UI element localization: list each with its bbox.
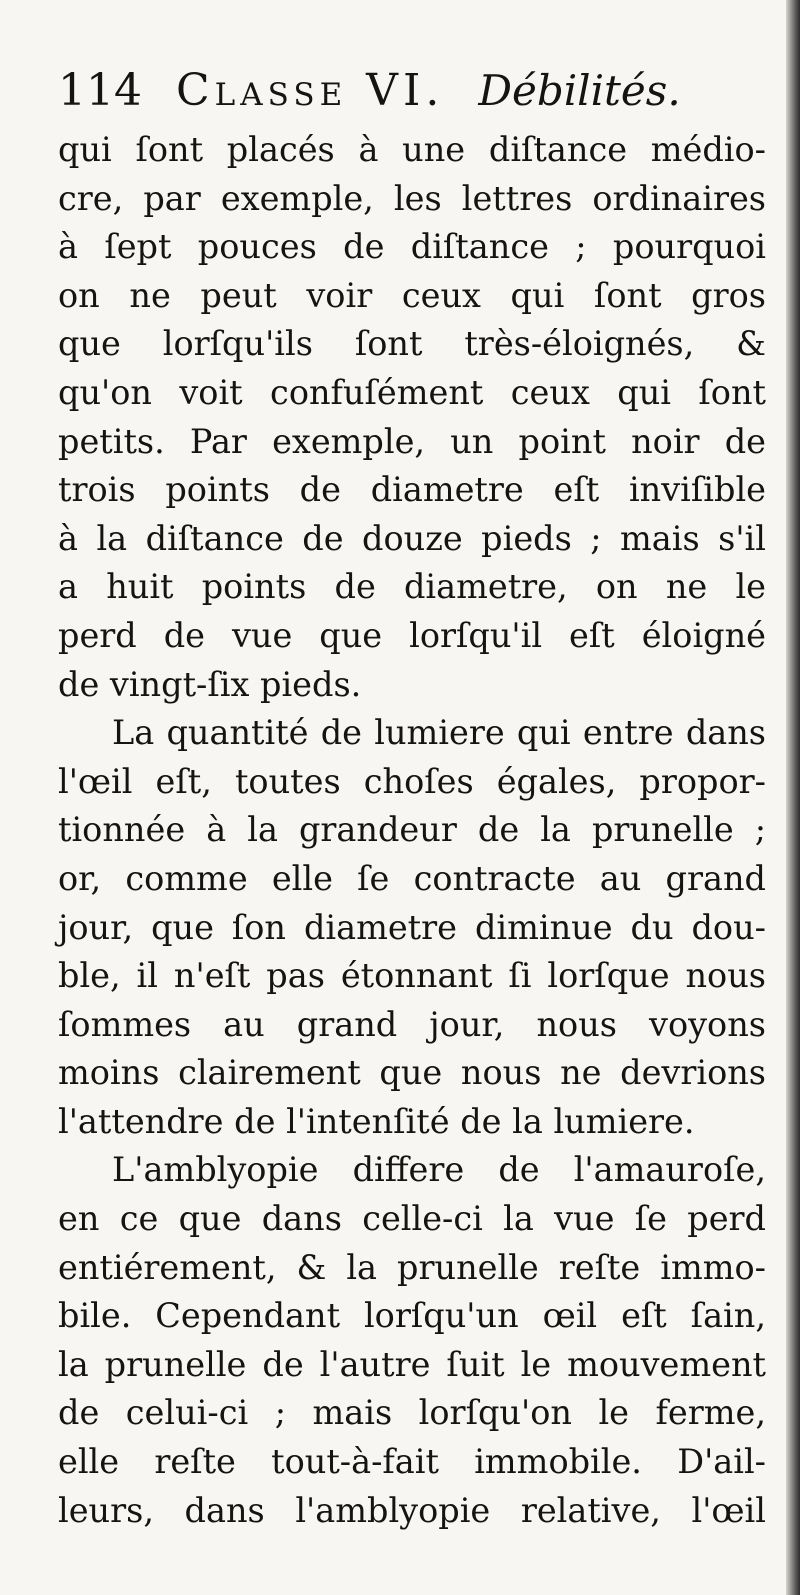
text-line: a huit points de diametre, on ne le	[58, 567, 766, 607]
paragraph-start-line: L'amblyopie differe de l'amauroſe,	[112, 1150, 766, 1190]
text-line: jour, que ſon diametre diminue du dou-	[58, 907, 766, 947]
text-line: la prunelle de l'autre ſuit le mouvement	[58, 1344, 766, 1384]
text-line: trois points de diametre eſt inviſible	[58, 470, 766, 510]
text-line: l'œil eſt, toutes choſes égales, propor-	[58, 761, 766, 801]
page-binding-edge	[786, 0, 800, 1595]
paragraph-end-line: l'attendre de l'intenſité de la lumiere.	[58, 1101, 695, 1141]
text-line: elle reſte tout-à-fait immobile. D'ail-	[58, 1442, 766, 1482]
text-line: ſommes au grand jour, nous voyons	[58, 1004, 766, 1044]
body-text	[58, 126, 766, 1535]
text-line: bile. Cependant lorſqu'un œil eſt ſain,	[58, 1296, 766, 1336]
text-line: entiérement, & la prunelle reſte immo-	[58, 1247, 766, 1287]
text-line: petits. Par exemple, un point noir de	[58, 421, 766, 461]
text-line: qu'on voit confuſément ceux qui ſont	[58, 372, 766, 412]
text-line: ble, il n'eſt pas étonnant ſi lorſque nous	[58, 956, 766, 996]
text-line: cre, par exemple, les lettres ordinaires	[58, 178, 766, 218]
text-line: qui ſont placés à une diſtance médio-	[58, 130, 766, 169]
text-line: à ſept pouces de diſtance ; pourquoi	[58, 227, 766, 267]
header-topic: Débilités.	[478, 66, 681, 115]
text-line: perd de vue que lorſqu'il eſt éloigné	[58, 615, 766, 655]
paragraph-start-line: La quantité de lumiere qui entre dans	[112, 713, 766, 753]
text-line: on ne peut voir ceux qui ſont gros	[58, 275, 766, 315]
text-line: moins clairement que nous ne devrions	[58, 1053, 766, 1093]
text-line: de celui-ci ; mais lorſqu'on le ferme,	[58, 1393, 766, 1433]
text-line: or, comme elle ſe contracte au grand	[58, 858, 766, 898]
paragraph-end-line: de vingt-ſix pieds.	[58, 664, 362, 704]
text-line: en ce que dans celle-ci la vue ſe perd	[58, 1199, 766, 1239]
text-line: leurs, dans l'amblyopie relative, l'œil	[58, 1490, 766, 1530]
header-class-title: Classe VI.	[176, 65, 445, 116]
running-header	[58, 60, 766, 122]
text-line: à la diſtance de douze pieds ; mais s'il	[58, 518, 766, 558]
page-text-block	[58, 60, 766, 1535]
text-line: tionnée à la grandeur de la prunelle ;	[58, 810, 766, 850]
page-number: 114	[58, 65, 142, 116]
text-line: que lorſqu'ils ſont très-éloignés, &	[58, 324, 766, 364]
